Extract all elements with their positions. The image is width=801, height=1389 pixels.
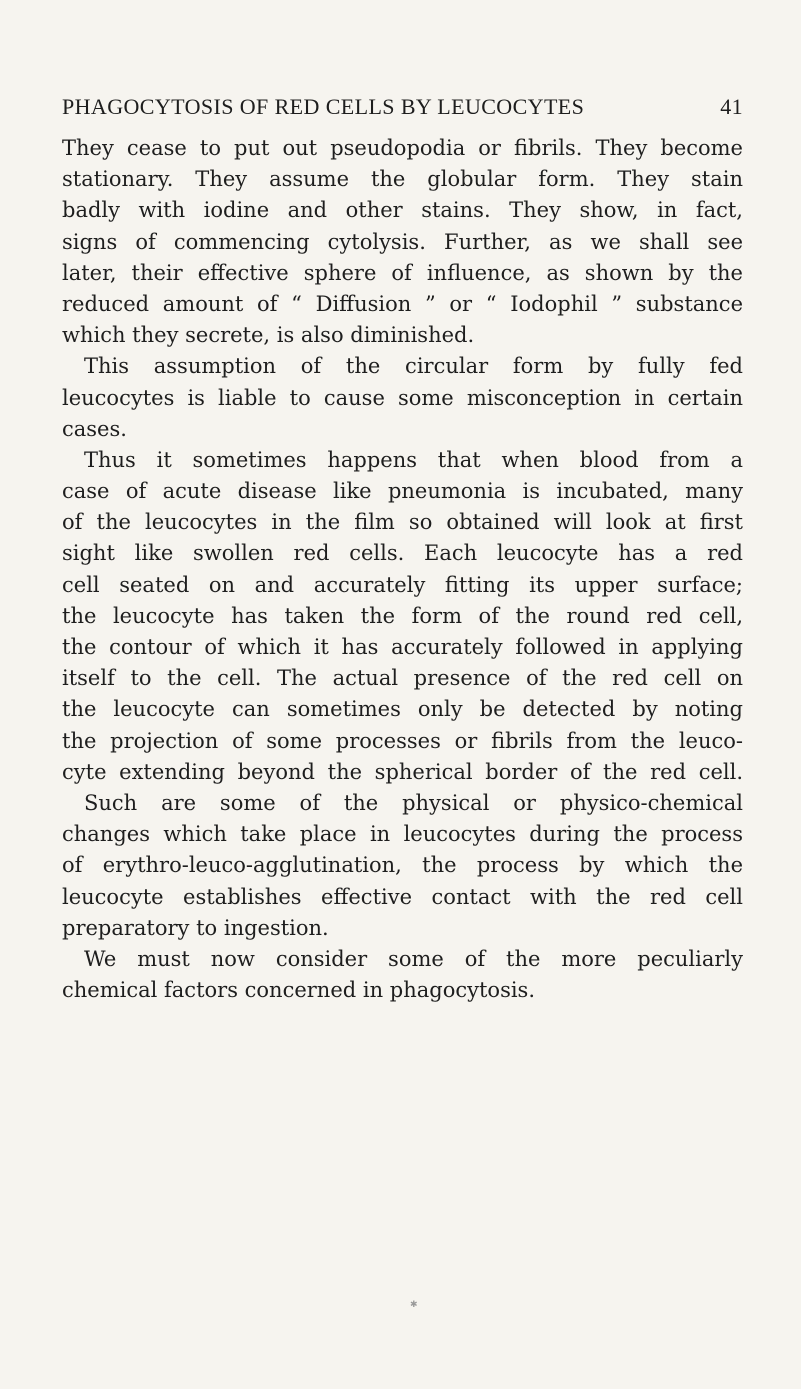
text-line: the projection of some processes or fibrils from the leuco- (62, 728, 743, 753)
running-head (62, 92, 743, 122)
text-line: reduced amount of “ Diffusion ” or “ Iodophil ” substance (62, 291, 743, 316)
text-line: preparatory to ingestion. (62, 915, 329, 940)
text-line: changes which take place in leucocytes during the process (62, 822, 743, 847)
text-line: case of acute disease like pneumonia is incubated, many (62, 479, 743, 504)
text-line: stationary. They assume the globular form. They stain (62, 167, 743, 192)
ink-speck-icon: ✱ (410, 1300, 418, 1310)
text-line: which they secrete, is also diminished. (62, 323, 475, 348)
text-line: of erythro-leuco-agglutination, the process by which the (62, 853, 743, 878)
text-line: Thus it sometimes happens that when blood from a (84, 447, 743, 472)
text-line: cell seated on and accurately fitting its upper surface; (62, 572, 743, 597)
text-line: the contour of which it has accurately followed in applying (62, 635, 743, 659)
text-line: cases. (62, 416, 127, 441)
text-line: This assumption of the circular form by fully fed (84, 354, 743, 379)
text-line: leucocytes is liable to cause some misconception in certain (62, 385, 743, 410)
body-text (62, 133, 743, 1006)
text-line: of the leucocytes in the film so obtained will look at first (62, 510, 743, 535)
text-line: the leucocyte has taken the form of the round red cell, (62, 603, 743, 628)
text-line: Such are some of the physical or physico-chemical (84, 790, 743, 815)
text-line: leucocyte establishes effective contact with the red cell (62, 884, 743, 909)
text-line: badly with iodine and other stains. They show, in fact, (62, 198, 743, 223)
text-line: later, their effective sphere of influence, as shown by the (62, 260, 743, 285)
page-number: 41 (720, 94, 743, 119)
text-line: cyte extending beyond the spherical border of the red cell. (62, 759, 743, 784)
text-line: We must now consider some of the more peculiarly (84, 946, 743, 971)
text-line: chemical factors concerned in phagocytosis. (62, 978, 536, 1003)
text-line: the leucocyte can sometimes only be detected by noting (62, 697, 743, 722)
text-line: sight like swollen red cells. Each leucocyte has a red (62, 541, 743, 566)
text-line: signs of commencing cytolysis. Further, as we shall see (62, 229, 743, 254)
running-title: PHAGOCYTOSIS OF RED CELLS BY LEUCOCYTES (62, 94, 585, 119)
text-line: They cease to put out pseudopodia or fibrils. They become (62, 136, 743, 160)
text-line: itself to the cell. The actual presence of the red cell on (62, 666, 743, 691)
